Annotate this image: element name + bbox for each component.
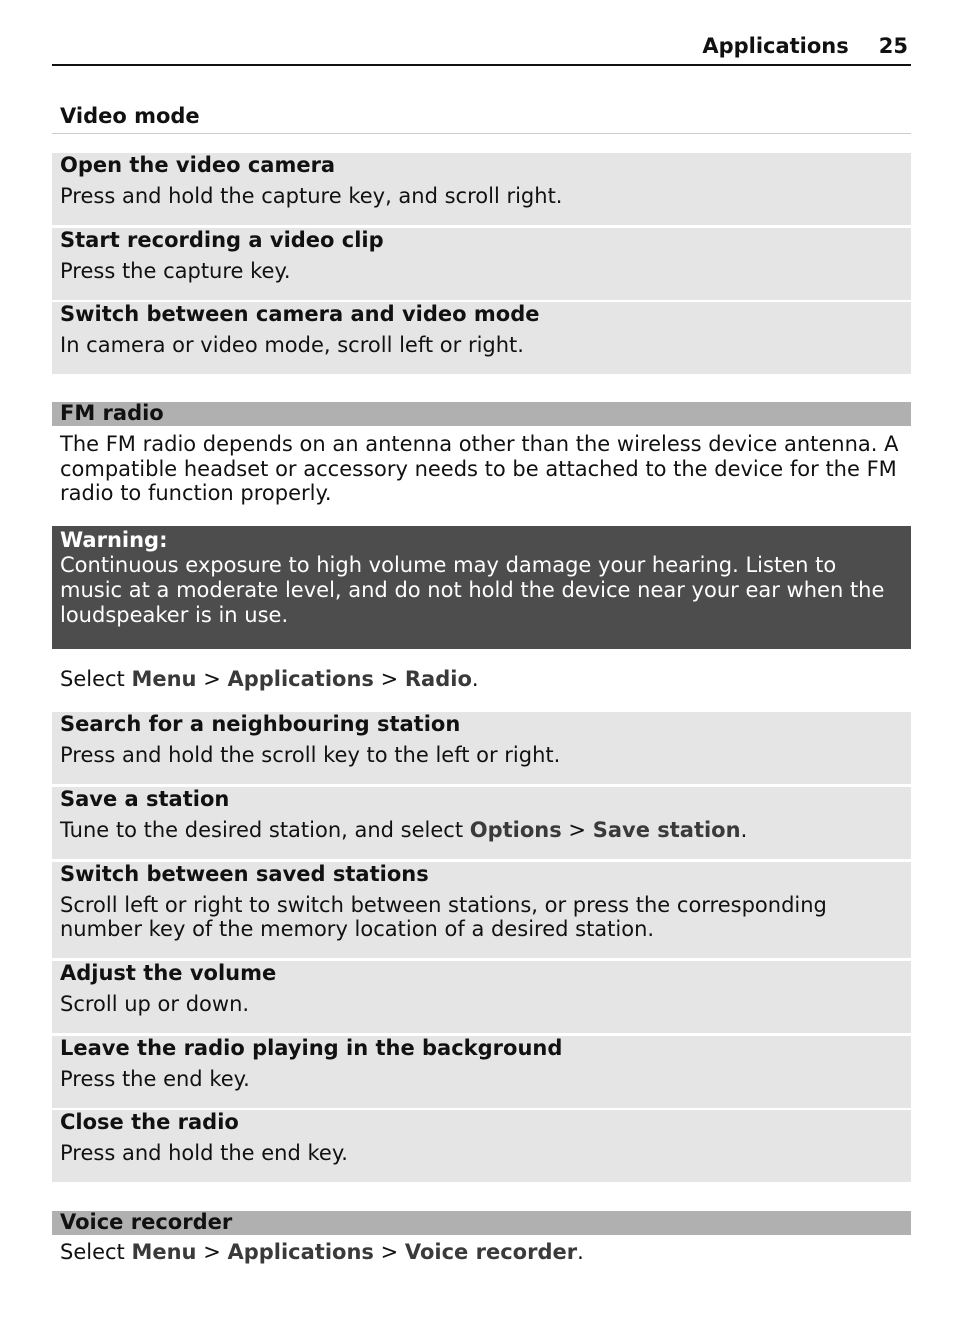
- tip-save-station: [52, 787, 911, 859]
- tip-title: Switch between camera and video mode: [60, 302, 540, 326]
- page-number: 25: [878, 34, 908, 58]
- tip-title: Search for a neighbouring station: [60, 712, 461, 736]
- menu-link: Menu: [131, 1240, 197, 1264]
- tip-desc: Scroll left or right to switch between stations, or press the corresponding number key of the memory location of a desired station.: [60, 893, 827, 941]
- tip-open-video-camera: [52, 153, 911, 225]
- options-link: Options: [469, 818, 562, 842]
- header-section-title: Applications: [702, 34, 849, 58]
- tip-switch-saved-stations: [52, 862, 911, 958]
- tip-desc: In camera or video mode, scroll left or right.: [60, 333, 524, 357]
- path-prefix: Select: [60, 667, 132, 691]
- tip-switch-camera-video: [52, 302, 911, 374]
- path-separator: >: [373, 667, 405, 691]
- path-separator: >: [561, 818, 593, 842]
- running-header: [52, 34, 911, 66]
- tip-title: Leave the radio playing in the background: [60, 1036, 563, 1060]
- fm-radio-intro: The FM radio depends on an antenna other than the wireless device antenna. A compatible headset or accessory needs to be attached to the device for the FM radio to function properly.: [60, 432, 899, 505]
- tip-desc: Press and hold the scroll key to the left or right.: [60, 743, 561, 767]
- radio-link: Radio: [404, 667, 472, 691]
- tip-adjust-volume: [52, 961, 911, 1033]
- applications-link: Applications: [227, 667, 374, 691]
- tip-close-radio: [52, 1110, 911, 1182]
- voice-recorder-menu-path: [60, 1240, 908, 1265]
- path-separator: >: [373, 1240, 405, 1264]
- path-prefix: Select: [60, 1240, 132, 1264]
- path-suffix: .: [471, 667, 479, 691]
- tip-search-station: [52, 712, 911, 784]
- voice-recorder-heading: Voice recorder: [52, 1211, 911, 1235]
- tip-title: Adjust the volume: [60, 961, 277, 985]
- path-suffix: .: [577, 1240, 584, 1264]
- voice-recorder-link: Voice recorder: [404, 1240, 578, 1264]
- tip-desc: Press and hold the end key.: [60, 1141, 348, 1165]
- desc-suffix: .: [740, 818, 748, 842]
- tip-title: Switch between saved stations: [60, 862, 429, 886]
- tip-desc: Press the end key.: [60, 1067, 250, 1091]
- tip-desc: Press and hold the capture key, and scroll right.: [60, 184, 563, 208]
- video-mode-heading: Video mode: [52, 104, 911, 134]
- tip-desc: Press the capture key.: [60, 259, 291, 283]
- tip-title: Start recording a video clip: [60, 228, 384, 252]
- tip-title: Close the radio: [60, 1110, 239, 1134]
- tip-desc: Scroll up or down.: [60, 992, 250, 1016]
- fm-radio-heading: FM radio: [52, 402, 911, 426]
- desc-prefix: Tune to the desired station, and select: [60, 818, 470, 842]
- warning-title: Warning:: [60, 528, 168, 552]
- path-separator: >: [196, 667, 228, 691]
- tip-title: Save a station: [60, 787, 230, 811]
- path-separator: >: [196, 1240, 228, 1264]
- save-station-link: Save station: [592, 818, 741, 842]
- tip-background-playing: [52, 1036, 911, 1108]
- warning-text: Continuous exposure to high volume may damage your hearing. Listen to music at a moderate level, and do not hold the device near your ear when the loudspeaker is in use.: [60, 553, 885, 627]
- warning-box: [52, 526, 911, 649]
- applications-link: Applications: [227, 1240, 374, 1264]
- tip-start-recording: [52, 228, 911, 300]
- radio-menu-path: [60, 667, 908, 692]
- tip-desc: [60, 818, 903, 842]
- menu-link: Menu: [131, 667, 197, 691]
- tip-title: Open the video camera: [60, 153, 336, 177]
